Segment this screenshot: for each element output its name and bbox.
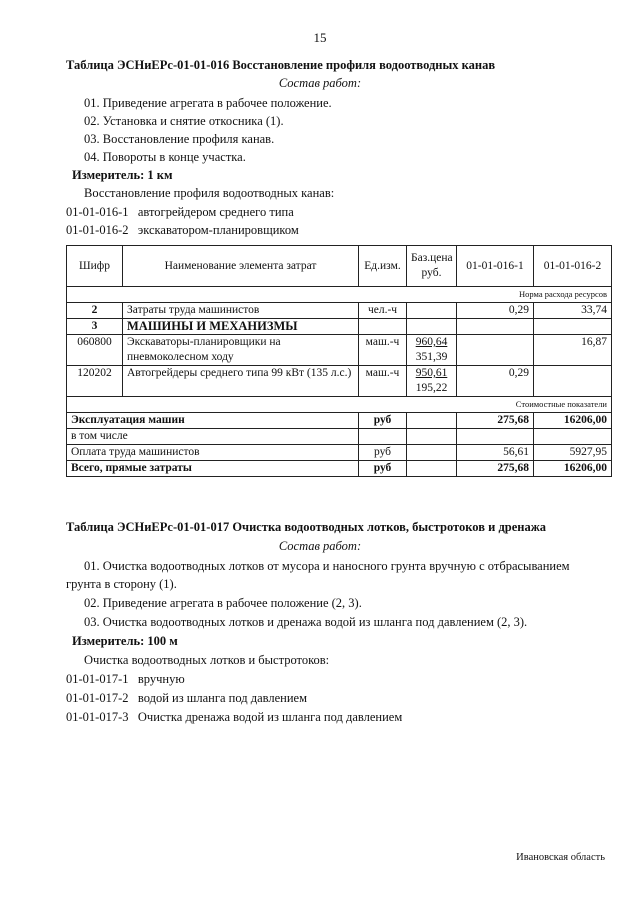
- row-unit: маш.-ч: [359, 366, 407, 397]
- table1-intro: Восстановление профиля водоотводных канав:: [84, 186, 335, 200]
- table-row: [67, 303, 612, 319]
- row-code: 2: [67, 303, 123, 319]
- table-header-row: [67, 246, 612, 287]
- cost-v2: 5927,95: [534, 445, 612, 461]
- table1-work-2: 02. Установка и снятие откосника (1).: [84, 114, 284, 128]
- table2-code-line-1: [66, 672, 185, 687]
- row-v1: [457, 335, 534, 366]
- row-code: 060800: [67, 335, 123, 366]
- cost-v1: 275,68: [457, 413, 534, 429]
- table1-code-line-1: [66, 205, 294, 220]
- code-text: водой из шланга под давлением: [137, 691, 307, 705]
- cost-v2: [534, 429, 612, 445]
- cost-unit: руб: [359, 461, 407, 477]
- table1-code-line-2: [66, 223, 299, 238]
- row-v2: [534, 319, 612, 335]
- footer-region: Ивановская область: [516, 852, 605, 863]
- cost-v1: [457, 429, 534, 445]
- cost-name: Всего, прямые затраты: [67, 461, 359, 477]
- table-row: [67, 461, 612, 477]
- price-2: 351,39: [415, 351, 448, 363]
- price-2: 195,22: [415, 382, 448, 394]
- table2-work-1-cont: грунта в сторону (1).: [66, 577, 177, 591]
- table-row: [67, 445, 612, 461]
- table2-title: Таблица ЭСНиЕРс-01-01-017 Очистка водоотводных лотков, быстротоков и дренажа: [66, 520, 547, 534]
- header-col2: 01-01-016-2: [534, 246, 612, 287]
- row-unit: чел.-ч: [359, 303, 407, 319]
- norm-label: Норма расхода ресурсов: [67, 287, 612, 303]
- row-v2: 33,74: [534, 303, 612, 319]
- row-name: Экскаваторы-планировщики на пневмоколесном ходу: [123, 335, 359, 366]
- cost-v2: 16206,00: [534, 413, 612, 429]
- table-row: [67, 319, 612, 335]
- table1-work-3: 03. Восстановление профиля канав.: [84, 132, 275, 146]
- table1-composition-label: Состав работ:: [278, 76, 362, 90]
- table1-work-4: 04. Повороты в конце участка.: [84, 150, 246, 164]
- code: 01-01-017-3: [66, 710, 129, 724]
- header-base-price: Баз.цена руб.: [407, 246, 457, 287]
- cost-price: [407, 461, 457, 477]
- cost-v1: 56,61: [457, 445, 534, 461]
- cost-name: Эксплуатация машин: [67, 413, 359, 429]
- table2-work-1: 01. Очистка водоотводных лотков от мусора и наносного грунта вручную с отбрасыванием: [84, 559, 570, 573]
- table1-title: Таблица ЭСНиЕРс-01-01-016 Восстановление профиля водоотводных канав: [66, 58, 496, 72]
- row-name: МАШИНЫ И МЕХАНИЗМЫ: [123, 319, 359, 335]
- table2-work-2: 02. Приведение агрегата в рабочее положение (2, 3).: [84, 596, 362, 610]
- cost-price: [407, 429, 457, 445]
- row-v1: 0,29: [457, 366, 534, 397]
- table2-code-line-2: [66, 691, 307, 706]
- row-code: 3: [67, 319, 123, 335]
- code-text: Очистка дренажа водой из шланга под давлением: [137, 710, 403, 724]
- row-unit: маш.-ч: [359, 335, 407, 366]
- row-price: [407, 366, 457, 397]
- row-code: 120202: [67, 366, 123, 397]
- code: 01-01-016-2: [66, 223, 129, 237]
- table2-work-3: 03. Очистка водоотводных лотков и дренажа водой из шланга под давлением (2, 3).: [84, 615, 528, 629]
- resource-table: [66, 245, 612, 477]
- row-v1: [457, 319, 534, 335]
- row-price: [407, 303, 457, 319]
- table2-code-line-3: [66, 710, 402, 725]
- cost-label: Стоимостные показатели: [67, 397, 612, 413]
- cost-name: Оплата труда машинистов: [67, 445, 359, 461]
- table-row: [67, 335, 612, 366]
- code-text: экскаватором-планировщиком: [137, 223, 299, 237]
- table1-work-1: 01. Приведение агрегата в рабочее положение.: [84, 96, 332, 110]
- row-unit: [359, 319, 407, 335]
- row-v2: 16,87: [534, 335, 612, 366]
- cost-label-row: [67, 397, 612, 413]
- cost-unit: руб: [359, 413, 407, 429]
- table2-measure: Измеритель: 100 м: [72, 634, 178, 648]
- code: 01-01-017-1: [66, 672, 129, 686]
- table2-composition-label: Состав работ:: [278, 539, 362, 553]
- price-1: 960,64: [415, 336, 448, 348]
- row-name: Автогрейдеры среднего типа 99 кВт (135 л.с.): [123, 366, 359, 397]
- header-name: Наименование элемента затрат: [123, 246, 359, 287]
- cost-name: в том числе: [67, 429, 359, 445]
- table2-intro: Очистка водоотводных лотков и быстротоков:: [84, 653, 330, 667]
- row-v2: [534, 366, 612, 397]
- table-row: [67, 413, 612, 429]
- header-col1: 01-01-016-1: [457, 246, 534, 287]
- cost-v1: 275,68: [457, 461, 534, 477]
- row-name: Затраты труда машинистов: [123, 303, 359, 319]
- cost-price: [407, 413, 457, 429]
- code: 01-01-017-2: [66, 691, 129, 705]
- cost-unit: руб: [359, 445, 407, 461]
- norm-label-row: [67, 287, 612, 303]
- header-unit: Ед.изм.: [359, 246, 407, 287]
- code: 01-01-016-1: [66, 205, 129, 219]
- row-price: [407, 319, 457, 335]
- row-price: [407, 335, 457, 366]
- page-number: 15: [313, 30, 327, 45]
- cost-v2: 16206,00: [534, 461, 612, 477]
- code-text: автогрейдером среднего типа: [137, 205, 294, 219]
- table1-measure: Измеритель: 1 км: [72, 168, 173, 182]
- cost-price: [407, 445, 457, 461]
- row-v1: 0,29: [457, 303, 534, 319]
- header-code: Шифр: [67, 246, 123, 287]
- cost-unit: [359, 429, 407, 445]
- table-row: [67, 429, 612, 445]
- code-text: вручную: [137, 672, 185, 686]
- table-row: [67, 366, 612, 397]
- price-1: 950,61: [415, 367, 448, 379]
